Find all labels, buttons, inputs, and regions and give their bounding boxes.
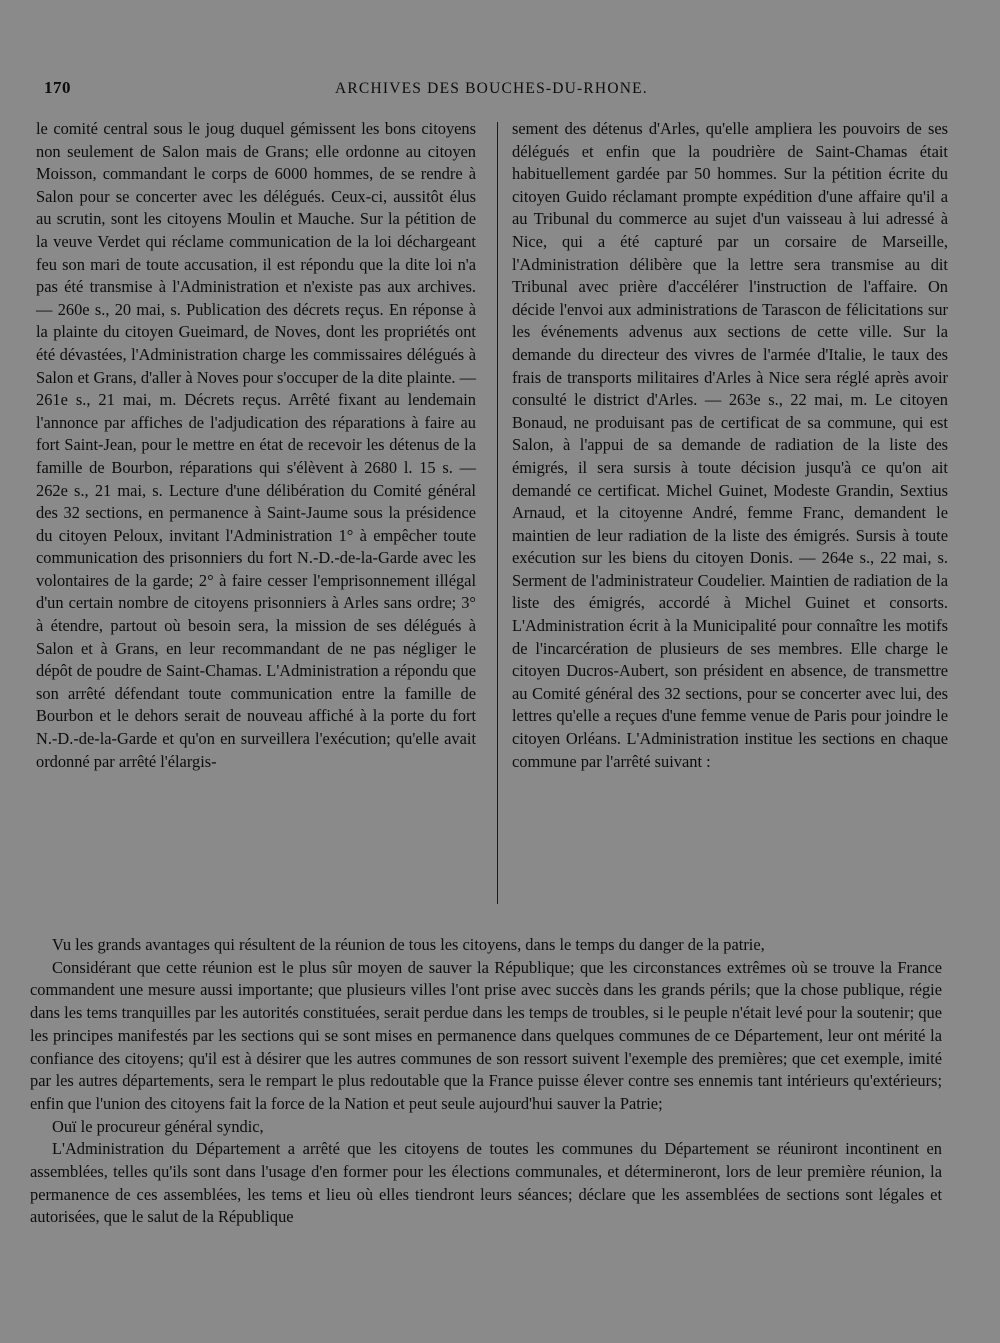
decree-block xyxy=(30,934,942,1229)
page-header xyxy=(40,78,960,102)
decree-enactment: L'Administration du Département a arrêté que les citoyens de toutes les communes du Département se réuniront incontinent en assemblées, telles qu'ils sont dans l'usage d'en former pour les élections communales, et détermineront, lors de leur première réunion, la permanence de ces assemblées, les tems et lieu où elles tiendront leurs séances; déclare que les assemblées de sections sont légales et autorisées, que le salut de la République xyxy=(30,1139,942,1227)
left-column xyxy=(36,118,476,773)
decree-preamble: Vu les grands avantages qui résultent de la réunion de tous les citoyens, dans le temps du danger de la patrie, xyxy=(52,935,765,954)
decree-considerations: Considérant que cette réunion est le plus sûr moyen de sauver la République; que les circonstances extrêmes où se trouve la France commandent une mesure aussi importante; que plusieurs villes l'ont prise avec succès dans les grands périls; que la chose publique, régie dans les tems tranquilles par les autorités constituées, serait perdue dans les temps de troubles, si le peuple n'était levé pour la soutenir; que les principes manifestés par les sections qui se sont mises en permanence dans quelques communes de ce Département, leur ont mérité la confiance des citoyens; qu'il est à désirer que les autres communes de son ressort suivent l'exemple des premières; que cet exemple, imité par les autres départements, sera le rempart le plus redoutable que la France puisse élever contre ses ennemis tant intérieurs qu'extérieurs; enfin que l'union des citoyens fait la force de la Nation et peut seule aujourd'hui sauver la Patrie; xyxy=(30,957,942,1113)
left-column-text: le comité central sous le joug duquel gémissent les bons citoyens non seulement de Salon mais de Grans; elle ordonne au citoyen Moisson, commandant le corps de 6000 hommes, de se rendre à Salon pour se concerter avec les délégués. Ceux-ci, aussitôt élus au scrutin, sont les citoyens Moulin et Mauche. Sur la pétition de la veuve Verdet qui réclame communication de la loi déchargeant feu son mari de toute accusation, il est répondu que la dite loi n'a pas été transmise à l'Administration et n'existe pas aux archives. — 260e s., 20 mai, s. Publication des décrets reçus. En réponse à la plainte du citoyen Gueimard, de Noves, dont les propriétés ont été dévastées, l'Administration charge les commissaires délégués à Salon et Grans, d'aller à Noves pour s'occuper de la dite plainte. — 261e s., 21 mai, m. Décrets reçus. Arrêté fixant au lendemain l'annonce par affiches de l'adjudication des réparations à faire au fort Saint-Jean, pour le mettre en état de recevoir les détenus de la famille de Bourbon, réparations qui s'élèvent à 2680 l. 15 s. — 262e s., 21 mai, s. Lecture d'une délibération du Comité général des 32 sections, en permanence à Saint-Jaume sous la présidence du citoyen Peloux, invitant l'Administration 1° à empêcher toute communication des prisonniers du fort N.-D.-de-la-Garde avec les volontaires de la garde; 2° à faire cesser l'emprisonnement illégal d'un certain nombre de citoyens prisonniers à Arles sans ordre; 3° à étendre, partout où besoin sera, la mission de ses délégués à Salon et à Grans, en leur recommandant de ne pas négliger le dépôt de poudre de Saint-Chamas. L'Administration a répondu que son arrêté défendant toute communication entre la famille de Bourbon et le dehors serait de nouveau affiché à la porte du fort N.-D.-de-la-Garde et qu'on en surveillera l'exécution; qu'elle avait ordonné par arrêté l'élargis- xyxy=(36,119,476,771)
decree-hearing: Ouï le procureur général syndic, xyxy=(52,1116,264,1136)
right-column-text: sement des détenus d'Arles, qu'elle ampliera les pouvoirs de ses délégués et enfin que la poudrière de Saint-Chamas était habituellement gardée par 50 hommes. Sur la pétition écrite du citoyen Guido réclamant prompte expédition d'une affaire qu'il a au Tribunal du commerce au sujet d'un vaisseau à lui adressé à Nice, qui a été capturé par un corsaire de Marseille, l'Administration délibère que la lettre sera transmise au dit Tribunal avec prière d'accélérer l'instruction de l'affaire. On décide l'envoi aux administrations de Tarascon de félicitations sur les événements advenus aux sections de cette ville. Sur la demande du directeur des vivres de l'armée d'Italie, le taux des frais de transports militaires d'Arles à Nice sera réglé après avoir consulté le district d'Arles. — 263e s., 22 mai, m. Le citoyen Bonaud, ne produisant pas de certificat de sa commune, qui est Salon, à l'appui de sa demande de radiation de la liste des émigrés, il sera sursis à toute décision jusqu'à ce qu'on ait demandé ce certificat. Michel Guinet, Modeste Grandin, Sextius Arnaud, et la citoyenne André, femme Franc, demandent le maintien de leur radiation de la liste des émigrés. Sursis à toute exécution sur les biens du citoyen Donis. — 264e s., 22 mai, s. Serment de l'administrateur Coudelier. Maintien de radiation de la liste des émigrés, accordé à Michel Guinet et consorts. L'Administration écrit à la Municipalité pour connaître les motifs de l'incarcération de plusieurs de ses membres. Elle charge le citoyen Ducros-Aubert, son président en absence, de transmettre au Comité général des 32 sections, pour se concerter avec lui, des lettres qu'elle a reçues d'une femme venue de Paris pour joindre le citoyen Orléans. L'Administration institue les sections en chaque commune par l'arrêté suivant : xyxy=(512,119,948,771)
right-column xyxy=(512,118,948,773)
column-divider xyxy=(497,122,498,904)
running-title: ARCHIVES DES BOUCHES-DU-RHONE. xyxy=(335,80,648,97)
page-number: 170 xyxy=(44,78,71,97)
